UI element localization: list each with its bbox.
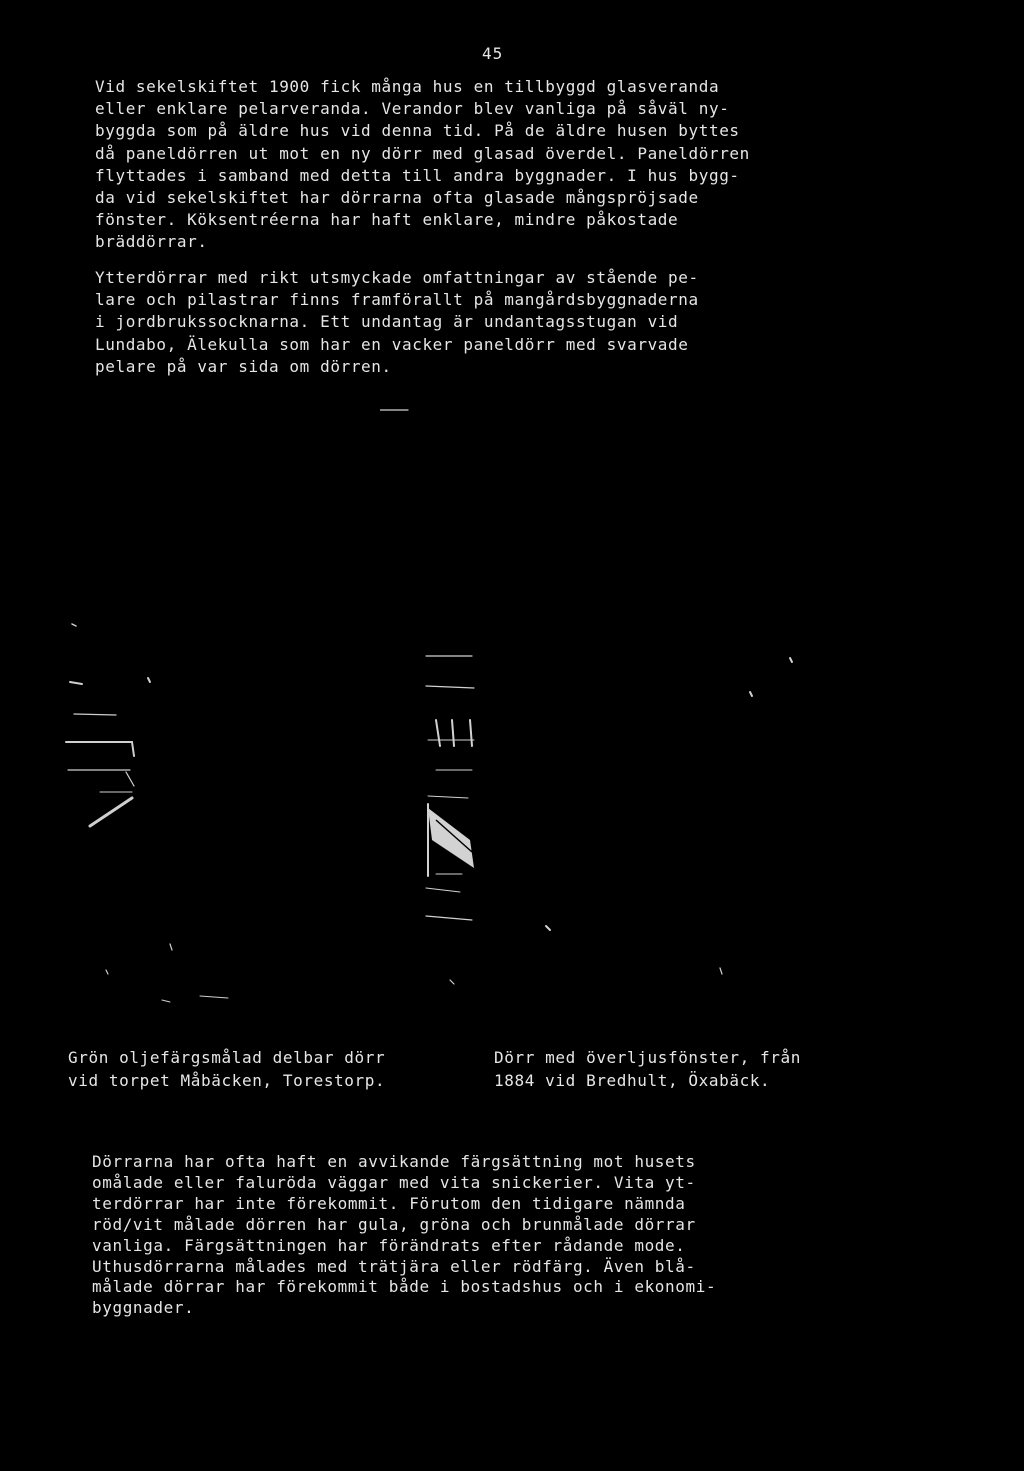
- text-line: byggda som på äldre hus vid denna tid. På de äldre husen byttes: [95, 121, 740, 141]
- text-line: Dörrarna har ofta haft en avvikande färgsättning mot husets: [92, 1152, 696, 1171]
- photo-door-transom: [380, 400, 800, 1020]
- caption-line: 1884 vid Bredhult, Öxabäck.: [494, 1071, 771, 1090]
- text-line: röd/vit målade dörren har gula, gröna och brunmålade dörrar: [92, 1214, 696, 1234]
- text-line: fönster. Köksentréerna har haft enklare, mindre påkostade: [95, 210, 679, 230]
- text-line: flyttades i samband med detta till andra byggnader. I hus bygg-: [95, 165, 740, 185]
- caption-line: Dörr med överljusfönster, från: [494, 1048, 801, 1067]
- caption-door-transom: [494, 1046, 801, 1092]
- text-line: lare och pilastrar finns framförallt på mangårdsbyggnaderna: [95, 290, 699, 310]
- text-line: målade dörrar har förekommit både i bostadshus och i ekonomi-: [92, 1277, 717, 1297]
- text-line: da vid sekelskiftet har dörrarna ofta glasade mångspröjsade: [95, 188, 699, 208]
- text-line: Vid sekelskiftet 1900 fick många hus en tillbyggd glasveranda: [95, 77, 720, 96]
- text-line: pelare på var sida om dörren.: [95, 356, 392, 376]
- text-line: terdörrar har inte förekommit. Förutom den tidigare nämnda: [92, 1193, 686, 1213]
- photo-door-transom-image: [380, 400, 800, 1020]
- text-line: i jordbrukssocknarna. Ett undantag är undantagsstugan vid: [95, 312, 679, 332]
- page-number: 45: [482, 44, 504, 63]
- text-line: bräddörrar.: [95, 232, 208, 252]
- text-line: byggnader.: [92, 1298, 195, 1318]
- paragraph-exterior-doors: [95, 267, 699, 378]
- caption-line: vid torpet Måbäcken, Torestorp.: [68, 1071, 386, 1090]
- text-line: Lundabo, Älekulla som har en vacker paneldörr med svarvade: [95, 334, 689, 354]
- text-line: omålade eller faluröda väggar med vita snickerier. Vita yt-: [92, 1172, 696, 1192]
- text-line: Ytterdörrar med rikt utsmyckade omfattningar av stående pe-: [95, 268, 699, 287]
- text-line: vanliga. Färgsättningen har förändrats efter rådande mode.: [92, 1235, 686, 1255]
- text-line: då paneldörren ut mot en ny dörr med glasad överdel. Paneldörren: [95, 143, 750, 163]
- text-line: Uthusdörrarna målades med trätjära eller rödfärg. Även blå-: [92, 1256, 696, 1276]
- paragraph-verandas: [95, 76, 750, 254]
- caption-line: Grön oljefärgsmålad delbar dörr: [68, 1048, 386, 1067]
- text-line: eller enklare pelarveranda. Verandor blev vanliga på såväl ny-: [95, 99, 730, 119]
- paragraph-door-colors: [92, 1152, 716, 1319]
- caption-green-door: [68, 1046, 385, 1092]
